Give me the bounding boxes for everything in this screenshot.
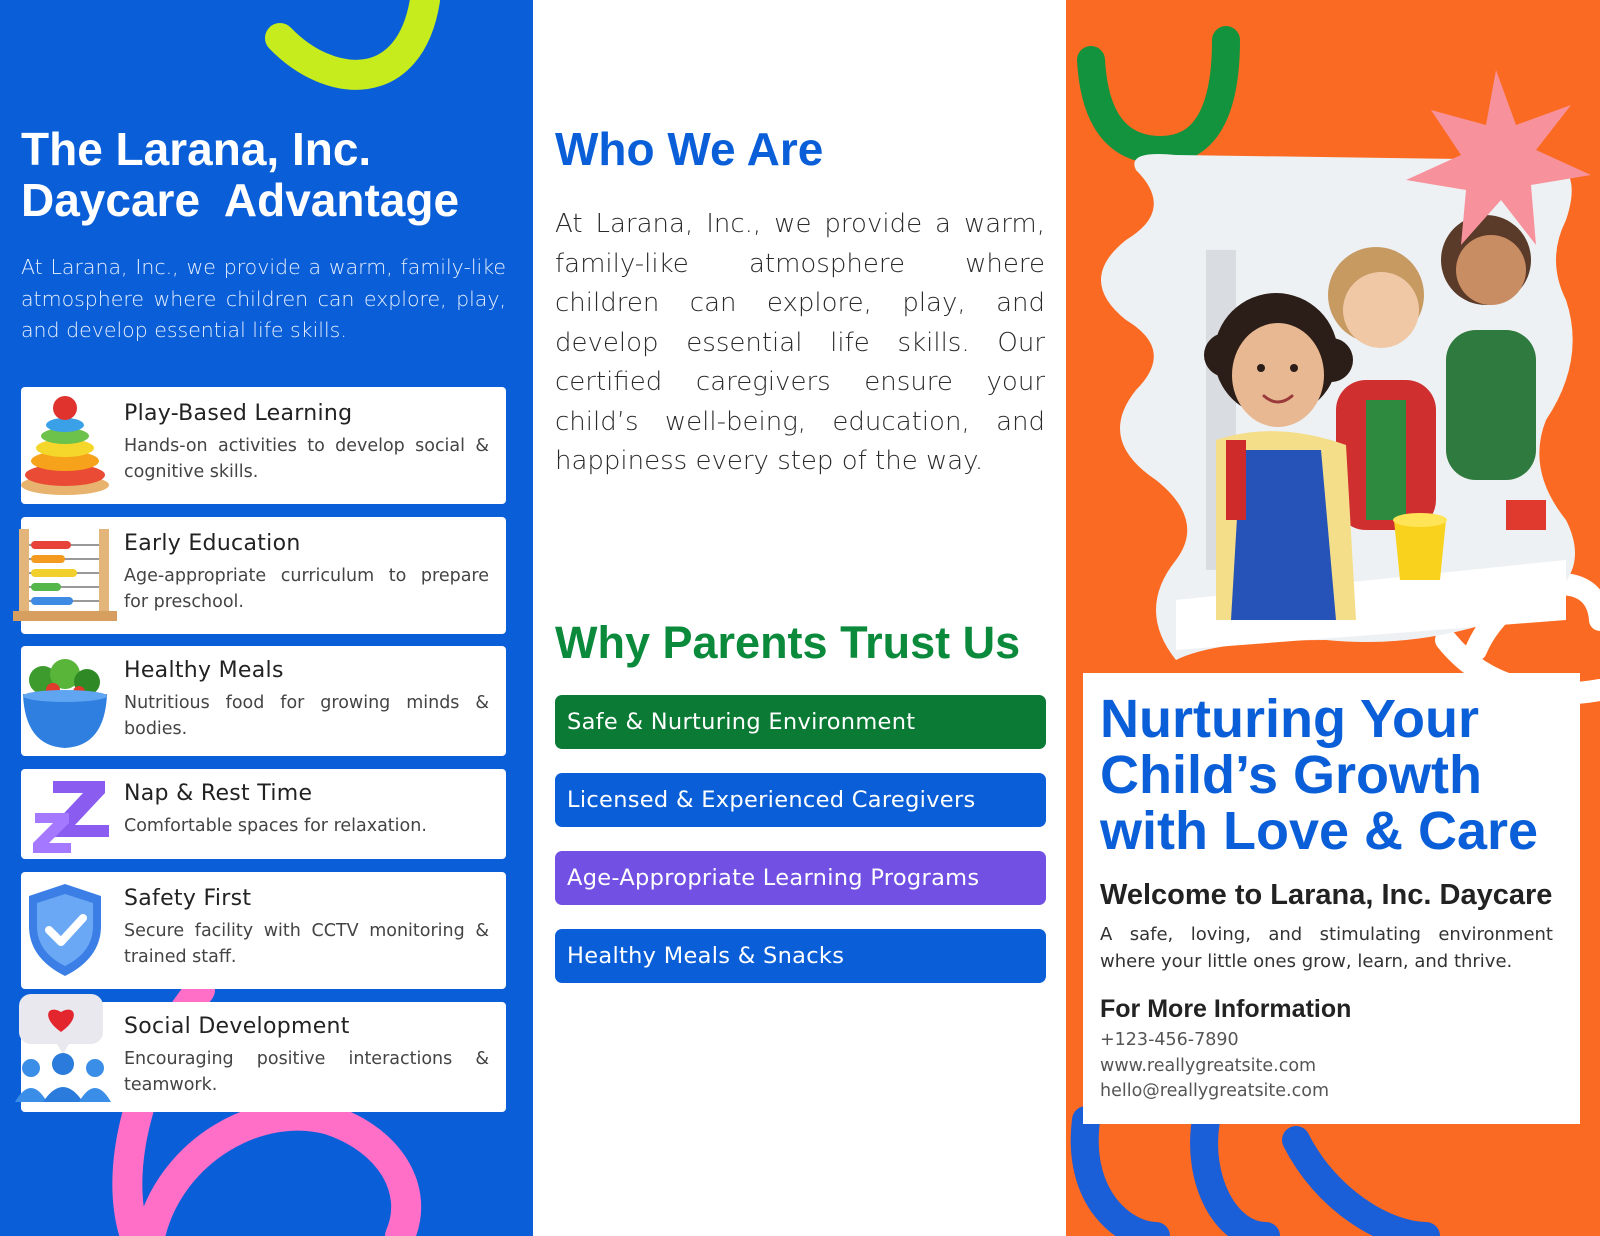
shield-check-icon xyxy=(13,880,117,980)
feature-description: Secure facility with CCTV monitoring & trained staff. xyxy=(124,921,489,967)
who-we-are-title: Who We Are xyxy=(555,123,824,175)
trust-item-learning-programs: Age-Appropriate Learning Programs xyxy=(555,851,1046,905)
left-panel xyxy=(0,0,533,1236)
advantage-title-line2: Daycare Advantage xyxy=(21,174,460,226)
feature-card-social-development xyxy=(21,1002,506,1112)
feature-card-safety-first xyxy=(21,872,506,989)
hero-headline xyxy=(1100,691,1570,859)
sleep-zzz-icon xyxy=(13,773,117,857)
feature-text xyxy=(124,401,489,485)
contact-heading: For More Information xyxy=(1100,995,1352,1023)
feature-title: Social Development xyxy=(124,1014,350,1039)
feature-description: Nutritious food for growing minds & bodies. xyxy=(124,693,489,739)
feature-description: Age-appropriate curriculum to prepare for preschool. xyxy=(124,566,489,612)
feature-description: Comfortable spaces for relaxation. xyxy=(124,816,427,836)
welcome-description: A safe, loving, and stimulating environment where your little ones grow, learn, and thrive. xyxy=(1100,924,1553,972)
hero-headline-line3: with Love & Care xyxy=(1100,801,1539,861)
advantage-title xyxy=(21,124,521,226)
feature-title: Early Education xyxy=(124,531,301,556)
green-arch-decoration xyxy=(1091,40,1226,150)
feature-text xyxy=(124,531,489,615)
contact-phone: +123-456-7890 xyxy=(1100,1030,1239,1050)
feature-card-healthy-meals xyxy=(21,646,506,756)
feature-text xyxy=(124,886,489,970)
hero-headline-line1: Nurturing Your xyxy=(1100,689,1479,749)
feature-text xyxy=(124,1014,489,1098)
feature-title: Healthy Meals xyxy=(124,658,284,683)
children-photo xyxy=(1101,154,1575,660)
abacus-icon xyxy=(13,525,117,625)
welcome-heading: Welcome to Larana, Inc. Daycare xyxy=(1100,879,1553,911)
feature-text xyxy=(124,658,489,742)
pink-starburst-decoration xyxy=(1406,70,1591,245)
feature-description: Hands-on activities to develop social & cognitive skills. xyxy=(124,436,489,482)
advantage-title-line1: The Larana, Inc. xyxy=(21,123,372,175)
feature-card-early-education xyxy=(21,517,506,634)
salad-bowl-icon xyxy=(13,654,117,754)
feature-text xyxy=(124,781,489,839)
lime-arc-decoration xyxy=(280,0,425,75)
right-panel xyxy=(1066,0,1600,1236)
community-heart-icon xyxy=(11,994,115,1106)
stacking-toy-icon xyxy=(13,393,117,493)
blue-loop-decoration xyxy=(1085,1120,1426,1236)
who-we-are-body: At Larana, Inc., we provide a warm, family-like atmosphere where children can explore, play, and develop essential life skills. Our certified caregivers ensure your child’s well-being, education, and happiness every step of the way. xyxy=(555,209,1045,476)
feature-title: Nap & Rest Time xyxy=(124,781,313,806)
trust-item-healthy-meals: Healthy Meals & Snacks xyxy=(555,929,1046,983)
advantage-intro: At Larana, Inc., we provide a warm, family-like atmosphere where children can explore, play, and develop essential life skills. xyxy=(21,255,506,342)
middle-panel xyxy=(533,0,1066,1236)
hero-headline-line2: Child’s Growth xyxy=(1100,745,1482,805)
trust-item-licensed-caregivers: Licensed & Experienced Caregivers xyxy=(555,773,1046,827)
why-parents-trust-title: Why Parents Trust Us xyxy=(555,617,1021,668)
contact-website[interactable]: www.reallygreatsite.com xyxy=(1100,1056,1317,1076)
feature-title: Safety First xyxy=(124,886,252,911)
contact-email[interactable]: hello@reallygreatsite.com xyxy=(1100,1081,1329,1101)
hero-card xyxy=(1083,673,1580,1124)
feature-title: Play-Based Learning xyxy=(124,401,353,426)
feature-card-play-based-learning xyxy=(21,387,506,504)
feature-description: Encouraging positive interactions & teamwork. xyxy=(124,1049,489,1095)
trust-item-safe-environment: Safe & Nurturing Environment xyxy=(555,695,1046,749)
feature-card-nap-rest-time xyxy=(21,769,506,859)
